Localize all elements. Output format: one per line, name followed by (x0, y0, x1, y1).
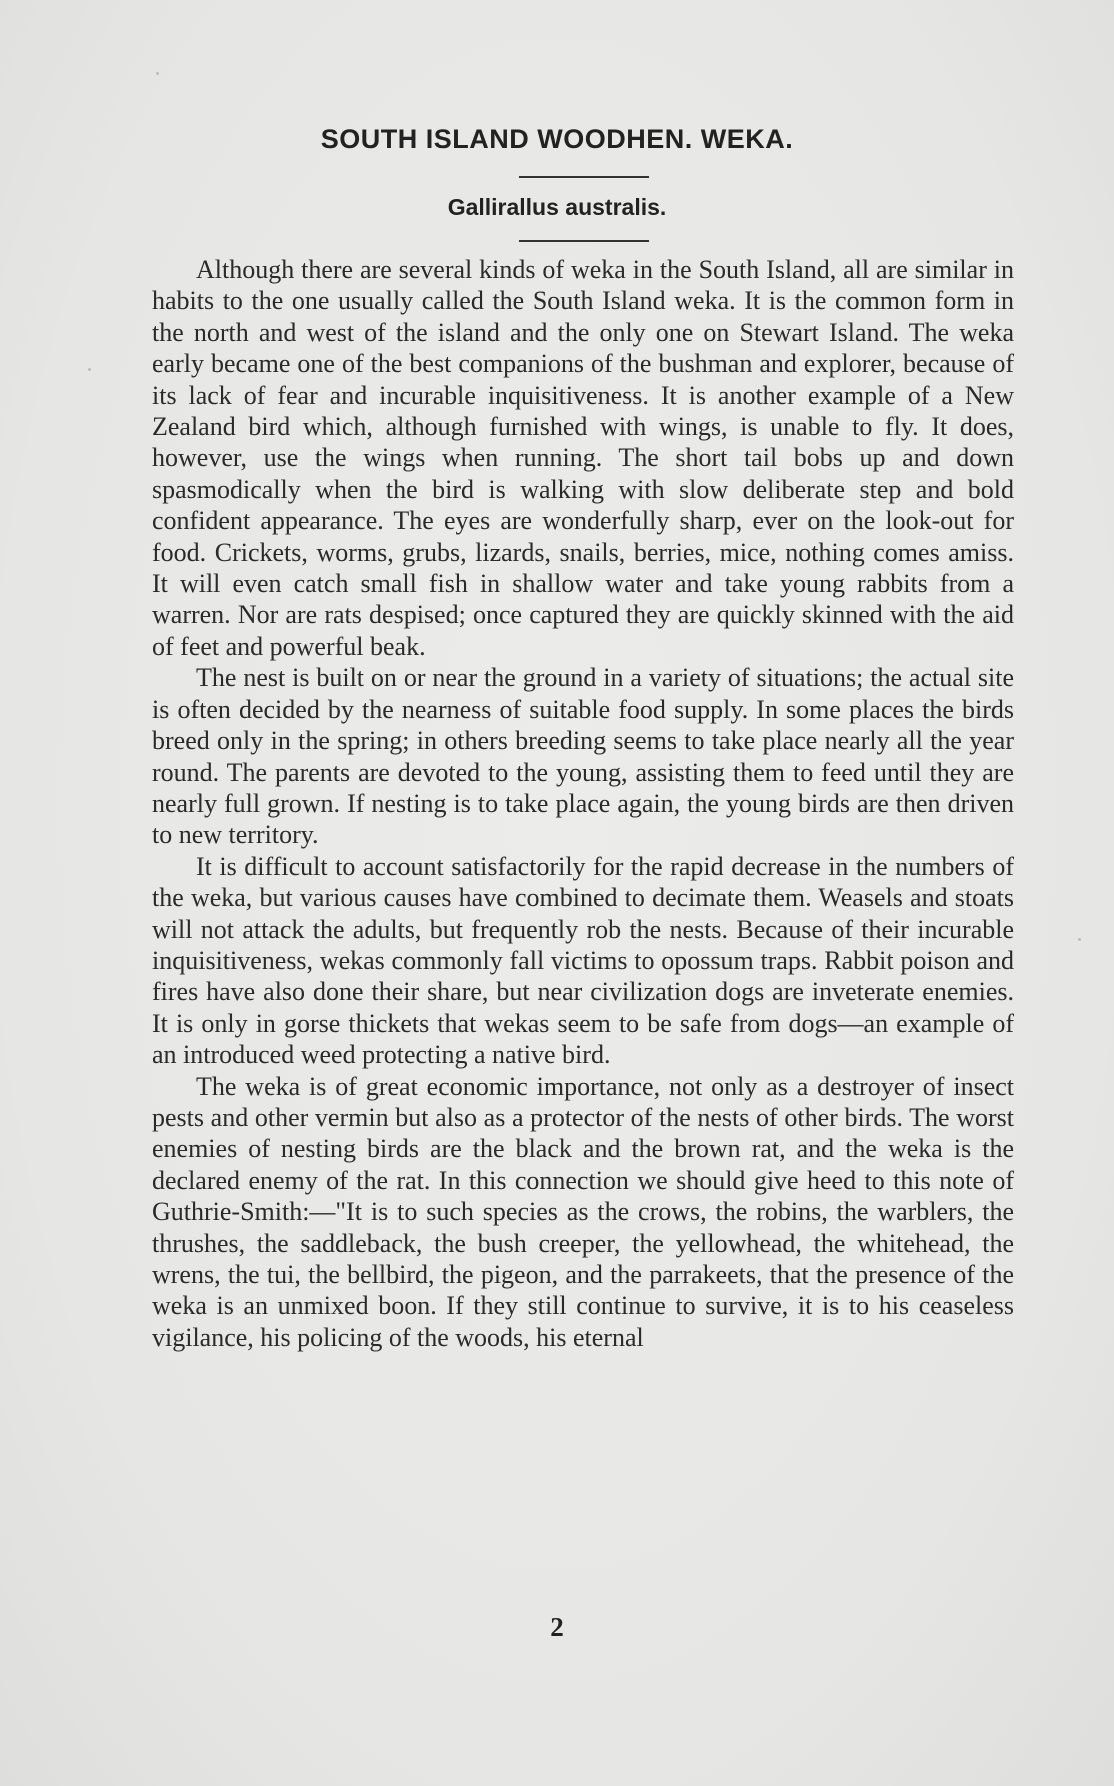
page-number: 2 (550, 1612, 564, 1642)
paper-speck (1078, 938, 1081, 941)
paper-speck (156, 72, 159, 75)
paragraph-importance: The weka is of great economic importance, not only as a destroyer of insect pests and other vermin but also as a protector of the nests of other birds. The worst enemies of nesting birds are the black and the brown rat, and the weka is the declared enemy of the rat. In this connection we should give heed to this note of Guthrie-Smith:—"It is to such species as the crows, the robins, the warblers, the thrushes, the saddleback, the bush creeper, the yellowhead, the whitehead, the wrens, the tui, the bellbird, the pigeon, and the parrakeets, that the presence of the weka is an unmixed boon. If they still continue to survive, it is to his ceaseless vigilance, his policing of the woods, his eternal (152, 1071, 1014, 1352)
paragraph-decline: It is difficult to account satisfactorily for the rapid decrease in the numbers of the weka, but various causes have combined to decimate them. Weasels and stoats will not attack the adults, but frequently rob the nests. Because of their incurable inquisitiveness, wekas commonly fall victims to opossum traps. Rabbit poison and fires have also done their share, but near civilization dogs are inveterate enemies. It is only in gorse thickets that wekas seem to be safe from dogs—an example of an introduced weed protecting a native bird. (152, 851, 1014, 1070)
paragraph-nesting: The nest is built on or near the ground in a variety of situations; the actual site is often decided by the nearness of suitable food supply. In some places the birds breed only in the spring; in others breeding seems to take place nearly all the year round. The parents are devoted to the young, assisting them to feed until they are nearly full grown. If nesting is to take place again, the young birds are then driven to new territory. (152, 663, 1014, 850)
subtitle-divider (519, 240, 649, 242)
scientific-name: Gallirallus australis. (447, 194, 667, 220)
paper-speck (88, 368, 91, 371)
paragraph-habits: Although there are several kinds of weka in the South Island, all are similar in habits to the one usually called the South Island weka. It is the common form in the north and west of the island and the only one on Stewart Island. The weka early became one of the best companions of the bushman and explorer, because of its lack of fear and incurable inquisitiveness. It is another example of a New Zealand bird which, although furnished with wings, is unable to fly. It does, however, use the wings when running. The short tail bobs up and down spasmodically when the bird is walking with slow deliberate step and bold confident appearance. The eyes are wonderfully sharp, ever on the look-out for food. Crickets, worms, grubs, lizards, snails, berries, mice, nothing comes amiss. It will even catch small fish in shallow water and take young rabbits from a warren. Nor are rats despised; once captured they are quickly skinned with the aid of feet and powerful beak. (152, 255, 1014, 661)
article-body (152, 254, 1014, 1353)
title-divider (519, 176, 649, 178)
page-title: SOUTH ISLAND WOODHEN. WEKA. (320, 124, 794, 154)
